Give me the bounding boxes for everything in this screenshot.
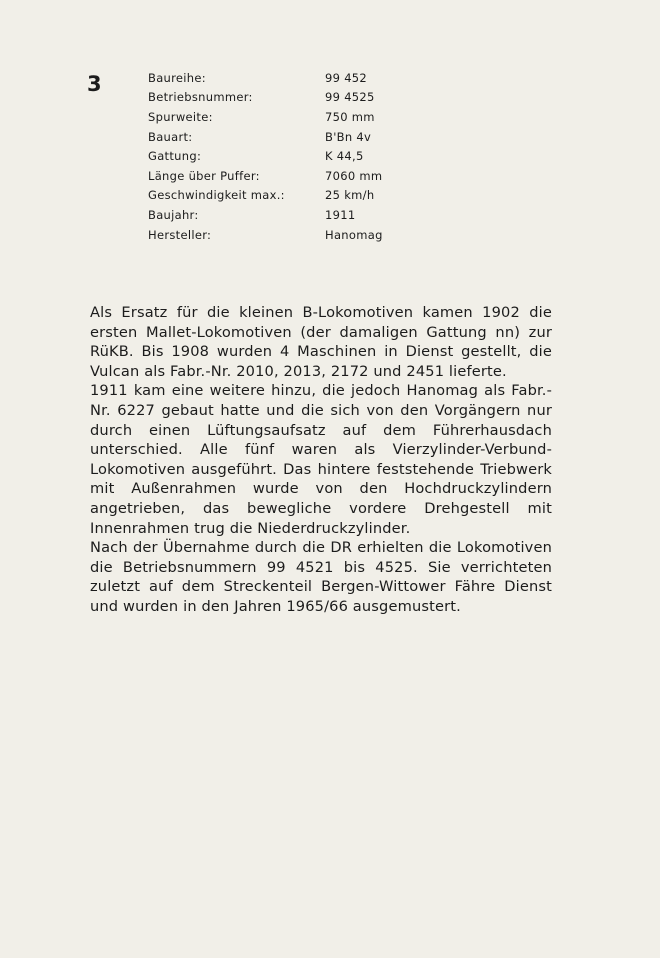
spec-label: Betriebsnummer: [148,90,253,105]
page-number: 3 [87,72,102,96]
spec-value: B'Bn 4v [325,129,372,144]
spec-row-betriebsnummer [148,88,445,108]
body-text [90,303,552,617]
spec-label: Hersteller: [148,227,212,242]
paragraph: 1911 kam eine weitere hinzu, die jedoch Hanomag als Fabr.-Nr. 6227 gebaut hatte und die sich von den Vorgängern nur durch einen Lüftungsaufsatz auf dem Führerhausdach unterschied. Alle fünf waren als Vierzylinder-Verbund-Lokomotiven ausgeführt. Das hintere feststehende Triebwerk mit Außenrahmen wurde von den Hochdruckzylindern angetrieben, das bewegliche vordere Drehgestell mit Innenrahmen trug die Niederdruckzylinder. [90,382,552,537]
spec-label: Spurweite: [148,109,213,124]
spec-label: Gattung: [148,149,202,164]
paragraph: Nach der Übernahme durch die DR erhielten die Lokomotiven die Betriebsnummern 99 4521 bis 4525. Sie verrichteten zuletzt auf dem Streckenteil Bergen-Wittower Fähre Dienst und wurden in den Jahren 1965/66 ausgemustert. [90,539,552,615]
spec-row-spurweite [148,107,445,127]
spec-value: K 44,5 [325,149,364,164]
spec-value: 7060 mm [325,168,383,183]
spec-label: Baureihe: [148,70,206,85]
spec-label: Baujahr: [148,207,199,222]
spec-value: 750 mm [325,109,375,124]
spec-row-baujahr [148,205,445,225]
spec-label: Länge über Puffer: [148,168,260,183]
spec-value: 25 km/h [325,188,375,203]
spec-row-gattung [148,146,445,166]
spec-value: 1911 [325,207,356,222]
spec-row-hersteller [148,225,445,245]
spec-value: 99 4525 [325,90,375,105]
spec-table [148,68,445,244]
spec-row-laenge [148,166,445,186]
spec-row-baureihe [148,68,445,88]
paragraph: Als Ersatz für die kleinen B-Lokomotiven kamen 1902 die ersten Mallet-Lokomotiven (der damaligen Gattung nn) zur RüKB. Bis 1908 wurden 4 Maschinen in Dienst gestellt, die Vulcan als Fabr.-Nr. 2010, 2013, 2172 und 2451 lieferte. [90,304,552,380]
spec-value: Hanomag [325,227,383,242]
spec-label: Geschwindigkeit max.: [148,188,285,203]
spec-row-bauart [148,127,445,147]
spec-value: 99 452 [325,70,368,85]
spec-row-geschwindigkeit [148,186,445,206]
spec-label: Bauart: [148,129,193,144]
